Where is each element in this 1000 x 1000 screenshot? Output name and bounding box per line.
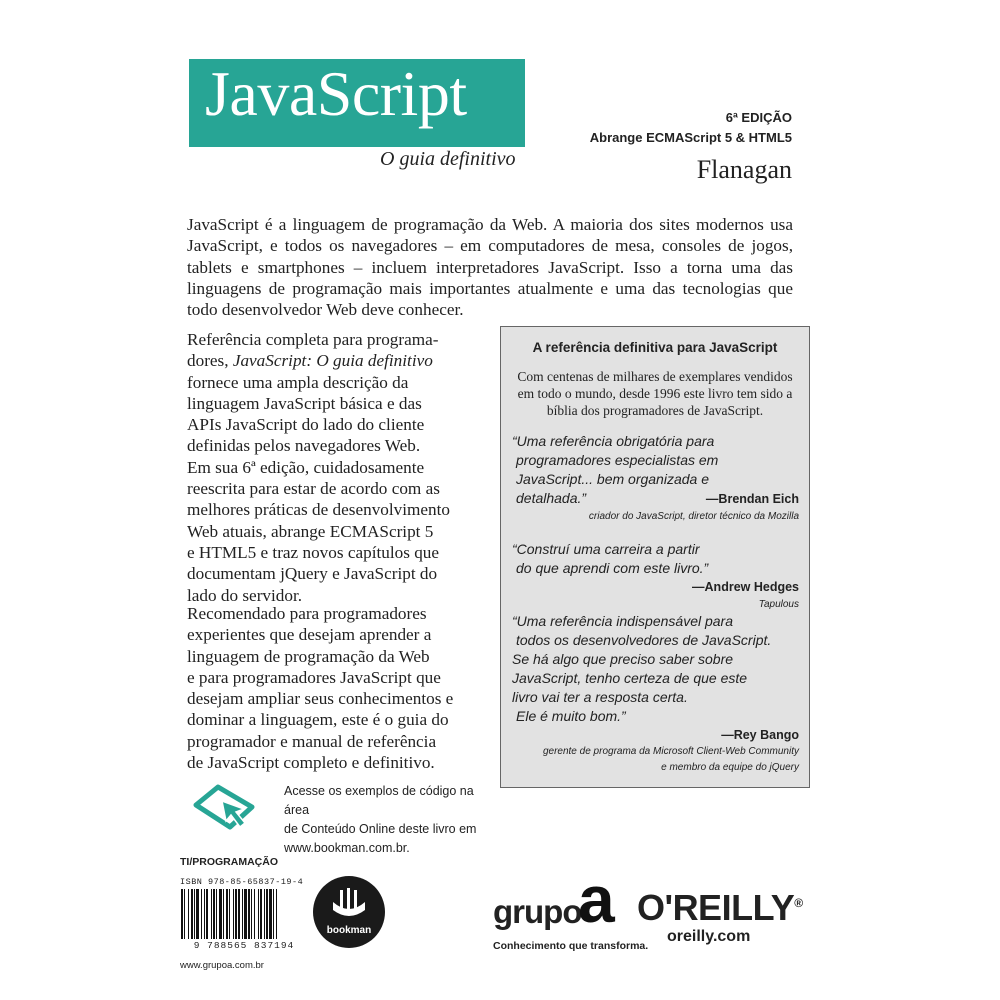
quote-role: Tapulous — [758, 599, 799, 610]
text-line: reescrita para estar de acordo com as — [187, 479, 440, 499]
text-line: APIs JavaScript do lado do cliente — [187, 415, 425, 435]
text-line: Em sua 6ª edição, cuidadosamente — [187, 457, 425, 477]
text-line: linguagem de programação da Web — [187, 646, 430, 666]
quote-role: criador do JavaScript, diretor técnico da Mozilla — [588, 511, 799, 522]
barcode — [180, 889, 308, 939]
text-line: fornece uma ampla descrição da — [187, 372, 409, 392]
text-line: Recomendado para programadores — [187, 604, 427, 623]
text-line: e HTML5 e traz novos capítulos que — [187, 542, 440, 562]
description-paragraph — [187, 329, 487, 606]
quote-line: livro vai ter a resposta certa. — [512, 689, 688, 705]
quote-line: “Uma referência indispensável para — [512, 613, 733, 629]
text-line: dores, JavaScript: O guia definitivo — [187, 351, 433, 371]
web-cursor-icon — [192, 783, 272, 833]
quote-author: —Andrew Hedges — [692, 580, 799, 594]
text-line: e para programadores JavaScript que — [187, 667, 441, 687]
recommendation-paragraph — [187, 603, 487, 773]
text-line: desejam ampliar seus conhecimentos e — [187, 689, 454, 709]
quote-box-intro: Com centenas de milhares de exemplares vendidos em todo o mundo, desde 1996 este livro tem sido a bíblia dos programadores de JavaScript. — [517, 369, 793, 418]
publisher-site: www.grupoa.com.br — [180, 960, 264, 971]
barcode-number: 9 788565 837194 — [193, 940, 295, 951]
oreilly-logo: O'REILLY® — [637, 887, 803, 928]
text-line: www.bookman.com.br. — [284, 841, 410, 855]
quote-line: JavaScript... bem organizada e detalhada.” — [516, 471, 709, 506]
text-line: dominar a linguagem, este é o guia do — [187, 710, 449, 730]
quote-author: —Rey Bango — [721, 728, 799, 742]
author-name: Flanagan — [696, 155, 792, 184]
text-line: de JavaScript completo e definitivo. — [187, 753, 435, 773]
grupo-logo-text: grupo — [493, 893, 582, 930]
book-title: JavaScript — [205, 58, 467, 129]
quote-role: gerente de programa da Microsoft Client-Web Community — [542, 746, 799, 757]
bookman-label: bookman — [326, 925, 372, 936]
edition-label: 6ª EDIÇÃO — [725, 110, 792, 125]
text-line: Referência completa para programa- — [187, 330, 439, 349]
quote-box-title: A referência definitiva para JavaScript — [532, 340, 778, 355]
quote-line: Ele é muito bom.” — [516, 708, 626, 724]
quote-line: JavaScript, tenho certeza de que este — [512, 670, 748, 686]
quote-line: Se há algo que preciso saber sobre — [512, 651, 734, 667]
grupo-slogan: Conhecimento que transforma. — [493, 940, 649, 952]
text-line: Acesse os exemplos de código na área — [284, 784, 474, 817]
intro-paragraph: JavaScript é a linguagem de programação da Web. A maioria dos sites modernos usa JavaScript, e todos os navegadores – em computadores de mesa, consoles de jogos, tablets e smartphones – incluem interpretadores JavaScript. Isso a torna uma das linguagens de programação mais importantes atualmente e uma das tecnologias que todo desenvolvedor Web deve conhecer. — [187, 215, 793, 320]
text-line: documentam jQuery e JavaScript do — [187, 564, 438, 584]
grupo-a-letter: a — [578, 862, 615, 936]
quote-line: todos os desenvolvedores de JavaScript. — [516, 632, 772, 648]
oreilly-url: oreilly.com — [667, 928, 751, 945]
covers-label: Abrange ECMAScript 5 & HTML5 — [589, 130, 792, 145]
bookman-icon — [313, 876, 385, 948]
quote-line: “Uma referência obrigatória para — [512, 433, 715, 449]
text-line: lado do servidor. — [187, 585, 303, 605]
online-content-note — [284, 782, 484, 858]
quote-andrew-hedges — [512, 540, 782, 578]
quote-author: —Brendan Eich — [705, 492, 799, 506]
text-line: linguagem JavaScript básica e das — [187, 393, 422, 413]
isbn-label: ISBN 978-85-65837-19-4 — [180, 877, 304, 887]
quote-rey-bango — [512, 612, 782, 726]
text-line: de Conteúdo Online deste livro em — [284, 822, 477, 836]
text-line: experientes que desejam aprender a — [187, 625, 432, 645]
book-subtitle: O guia definitivo — [380, 148, 516, 170]
text-line: Web atuais, abrange ECMAScript 5 — [187, 521, 434, 541]
quote-role: e membro da equipe do jQuery — [661, 762, 799, 773]
quote-line: programadores especialistas em — [516, 452, 719, 468]
text-line: definidas pelos navegadores Web. — [187, 436, 421, 456]
text-line: programador e manual de referência — [187, 731, 437, 751]
text-line: melhores práticas de desenvolvimento — [187, 500, 450, 520]
quote-line: “Construí uma carreira a partir — [512, 541, 700, 557]
bookman-logo — [313, 876, 385, 948]
quote-line: do que aprendi com este livro.” — [516, 560, 709, 576]
category-label: TI/PROGRAMAÇÃO — [180, 856, 278, 868]
